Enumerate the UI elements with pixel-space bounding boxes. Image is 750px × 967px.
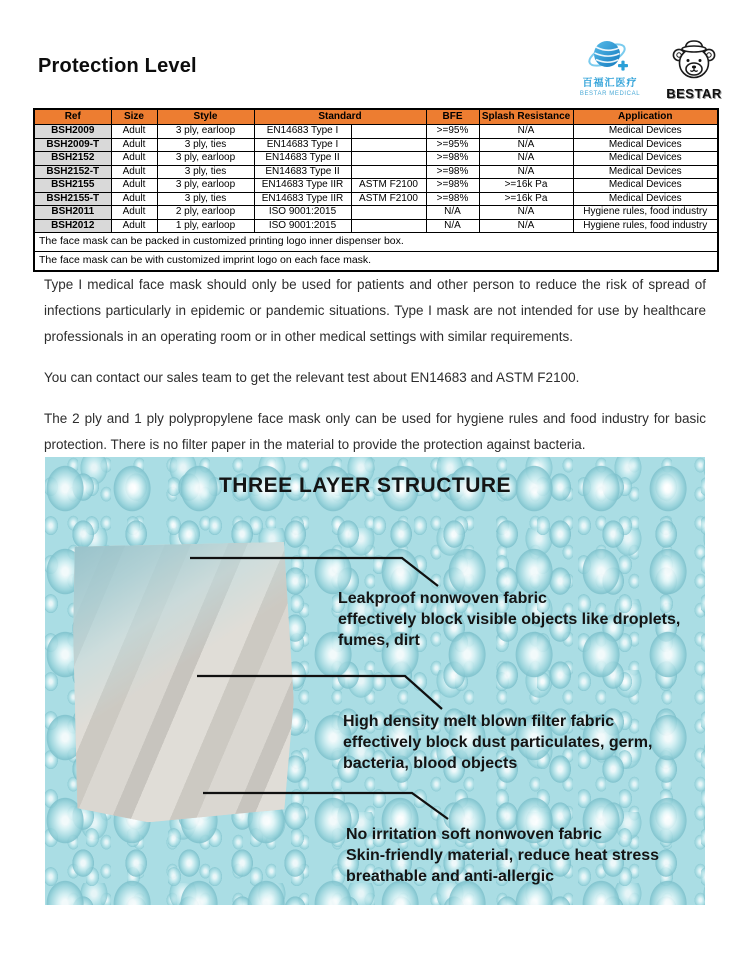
bear-logo-text: BESTAR: [666, 86, 722, 101]
table-note-row: [34, 252, 718, 272]
cell-bfe: >=98%: [426, 192, 479, 206]
cell-standard1: ISO 9001:2015: [254, 206, 351, 220]
table-row: [34, 125, 718, 139]
cell-bfe: >=98%: [426, 165, 479, 179]
cell-standard1: ISO 9001:2015: [254, 219, 351, 233]
cell-splash: >=16k Pa: [479, 179, 573, 193]
cell-application: Medical Devices: [573, 125, 718, 139]
cell-ref: BSH2152-T: [34, 165, 111, 179]
table-row: [34, 138, 718, 152]
annotation-line: bacteria, blood objects: [343, 755, 518, 772]
annotation-line: fumes, dirt: [338, 632, 420, 649]
cell-ref: BSH2155: [34, 179, 111, 193]
page-title: Protection Level: [38, 55, 197, 77]
cell-standard2: ASTM F2100: [351, 179, 426, 193]
table-row: [34, 152, 718, 166]
table-note: The face mask can be packed in customized printing logo inner dispenser box.: [34, 233, 718, 252]
cell-size: Adult: [111, 125, 157, 139]
cell-size: Adult: [111, 138, 157, 152]
cell-ref: BSH2009: [34, 125, 111, 139]
cell-standard2: ASTM F2100: [351, 192, 426, 206]
cell-standard1: EN14683 Type II: [254, 152, 351, 166]
cell-splash: N/A: [479, 152, 573, 166]
cell-standard2: [351, 152, 426, 166]
cell-ref: BSH2011: [34, 206, 111, 220]
paragraph-type1-usage: Type I medical face mask should only be used for patients and other person to reduce the risk of spread of infections particularly in epidemic or pandemic situations. Type I mask are not intended for use by healthcare professionals in an operating room or in other medical settings with similar requirements.: [44, 277, 706, 344]
section-title: THREE LAYER STRUCTURE: [218, 474, 512, 497]
table-row: [34, 179, 718, 193]
cell-style: 3 ply, earloop: [157, 125, 254, 139]
cell-ref: BSH2012: [34, 219, 111, 233]
three-layer-structure-section: [45, 457, 705, 905]
cell-application: Medical Devices: [573, 192, 718, 206]
cell-ref: BSH2155-T: [34, 192, 111, 206]
annotation-line: Skin-friendly material, reduce heat stress: [346, 847, 660, 864]
cell-application: Hygiene rules, food industry: [573, 206, 718, 220]
annotation-middle-layer: [343, 711, 652, 774]
cell-style: 3 ply, ties: [157, 165, 254, 179]
table-row: [34, 192, 718, 206]
cell-application: Medical Devices: [573, 138, 718, 152]
annotation-line: breathable and anti-allergic: [346, 868, 555, 885]
table-row: [34, 219, 718, 233]
annotation-line: High density melt blown filter fabric: [343, 713, 615, 730]
annotation-inner-layer: [346, 824, 659, 887]
annotation-line: effectively block visible objects like droplets,: [338, 611, 681, 628]
medical-logo-chinese-text: 百福汇医疗: [582, 78, 638, 89]
cell-bfe: N/A: [426, 219, 479, 233]
header-application: Application: [573, 109, 718, 125]
cell-size: Adult: [111, 165, 157, 179]
cell-bfe: N/A: [426, 206, 479, 220]
table-note-row: [34, 233, 718, 252]
cell-standard1: EN14683 Type I: [254, 138, 351, 152]
table-note: The face mask can be with customized imprint logo on each face mask.: [34, 252, 718, 272]
cell-standard1: EN14683 Type IIR: [254, 192, 351, 206]
header-size: Size: [111, 109, 157, 125]
cell-size: Adult: [111, 152, 157, 166]
cell-bfe: >=95%: [426, 125, 479, 139]
cell-style: 3 ply, ties: [157, 192, 254, 206]
cell-standard1: EN14683 Type I: [254, 125, 351, 139]
cell-ref: BSH2009-T: [34, 138, 111, 152]
cell-bfe: >=98%: [426, 152, 479, 166]
cell-style: 1 ply, earloop: [157, 219, 254, 233]
annotation-line: No irritation soft nonwoven fabric: [346, 826, 603, 843]
header-style: Style: [157, 109, 254, 125]
cell-splash: N/A: [479, 206, 573, 220]
cell-style: 3 ply, ties: [157, 138, 254, 152]
cell-size: Adult: [111, 179, 157, 193]
annotation-line: Leakproof nonwoven fabric: [338, 590, 547, 607]
paragraph-2ply-1ply: The 2 ply and 1 ply polypropylene face mask only can be used for hygiene rules and food industry for basic protection. There is no filter paper in the material to provide the protection against bacteria.: [44, 411, 706, 452]
spec-table: [33, 108, 719, 272]
cell-standard2: [351, 125, 426, 139]
header-ref: Ref: [34, 109, 111, 125]
bestar-bear-logo: [662, 38, 726, 100]
cell-splash: >=16k Pa: [479, 192, 573, 206]
cell-standard2: [351, 219, 426, 233]
paragraph-contact-sales: You can contact our sales team to get the relevant test about EN14683 and ASTM F2100.: [44, 370, 580, 385]
header-standard: Standard: [254, 109, 426, 125]
cell-style: 3 ply, earloop: [157, 152, 254, 166]
cell-ref: BSH2152: [34, 152, 111, 166]
cell-application: Medical Devices: [573, 179, 718, 193]
table-row: [34, 165, 718, 179]
annotation-outer-layer: [338, 588, 680, 651]
cell-bfe: >=95%: [426, 138, 479, 152]
cell-splash: N/A: [479, 125, 573, 139]
cell-splash: N/A: [479, 138, 573, 152]
header-logos: [568, 38, 726, 100]
cell-standard2: [351, 138, 426, 152]
cell-application: Medical Devices: [573, 165, 718, 179]
cell-application: Medical Devices: [573, 152, 718, 166]
bestar-medical-logo: [568, 38, 652, 97]
cell-standard1: EN14683 Type IIR: [254, 179, 351, 193]
cell-bfe: >=98%: [426, 179, 479, 193]
cell-standard2: [351, 206, 426, 220]
globe-plus-icon: [586, 61, 634, 78]
cell-size: Adult: [111, 206, 157, 220]
cell-standard2: [351, 165, 426, 179]
cell-standard1: EN14683 Type II: [254, 165, 351, 179]
header-splash: Splash Resistance: [479, 109, 573, 125]
cell-style: 3 ply, earloop: [157, 179, 254, 193]
header-bfe: BFE: [426, 109, 479, 125]
cell-application: Hygiene rules, food industry: [573, 219, 718, 233]
cell-size: Adult: [111, 219, 157, 233]
cell-size: Adult: [111, 192, 157, 206]
medical-logo-english-text: BESTAR MEDICAL: [579, 91, 641, 97]
cell-style: 2 ply, earloop: [157, 206, 254, 220]
cell-splash: N/A: [479, 165, 573, 179]
table-row: [34, 206, 718, 220]
table-header-row: [34, 109, 718, 125]
cell-splash: N/A: [479, 219, 573, 233]
annotation-line: effectively block dust particulates, germ,: [343, 734, 653, 751]
bear-icon: [668, 69, 720, 86]
body-text: [44, 272, 706, 473]
